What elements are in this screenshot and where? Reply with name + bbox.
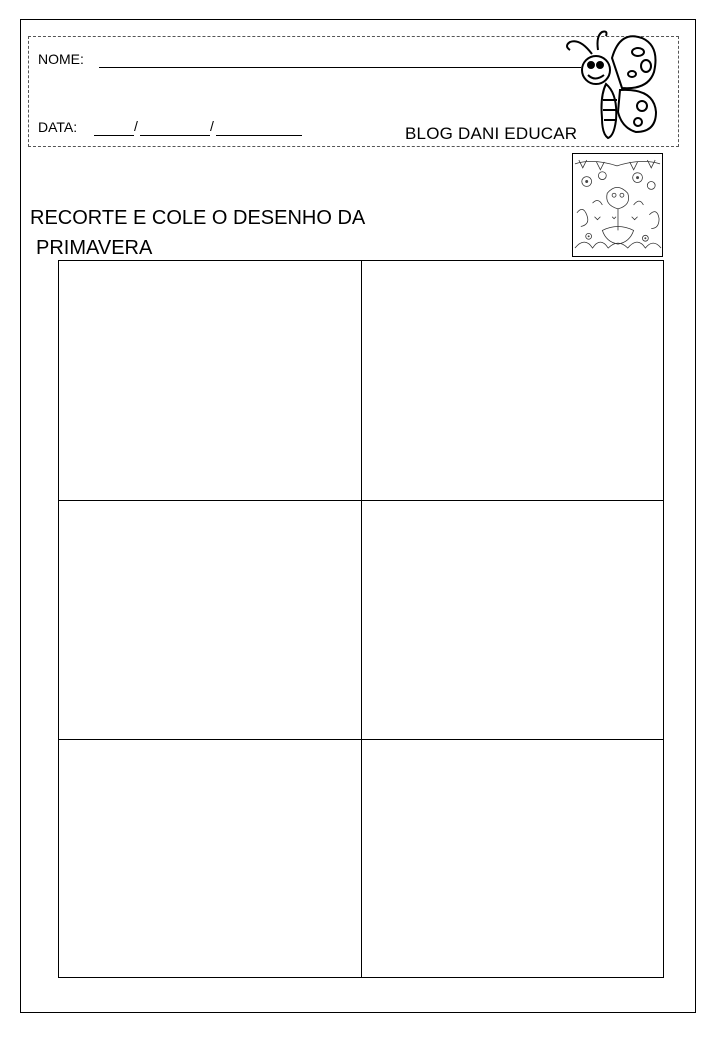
- date-month-line[interactable]: [140, 135, 210, 136]
- paste-cell-1[interactable]: [59, 261, 361, 500]
- instruction-line-2: PRIMAVERA: [36, 237, 153, 259]
- date-separator: /: [210, 118, 214, 134]
- brand-text: BLOG DANI EDUCAR: [405, 124, 578, 143]
- name-field-line[interactable]: [99, 67, 581, 68]
- date-separator: /: [134, 118, 138, 134]
- instruction-line-1: RECORTE E COLE O DESENHO DA: [30, 207, 366, 229]
- date-year-line[interactable]: [216, 135, 302, 136]
- date-day-line[interactable]: [94, 135, 134, 136]
- instruction-title: [30, 203, 365, 263]
- butterfly-icon: [562, 28, 662, 143]
- spring-scene-image: [572, 153, 663, 257]
- paste-cell-3[interactable]: [59, 501, 361, 739]
- paste-cell-6[interactable]: [362, 740, 663, 977]
- paste-cell-2[interactable]: [362, 261, 663, 500]
- name-label: NOME:: [38, 51, 84, 67]
- paste-grid: [58, 260, 664, 978]
- paste-cell-5[interactable]: [59, 740, 361, 977]
- paste-cell-4[interactable]: [362, 501, 663, 739]
- date-label: DATA:: [38, 119, 78, 135]
